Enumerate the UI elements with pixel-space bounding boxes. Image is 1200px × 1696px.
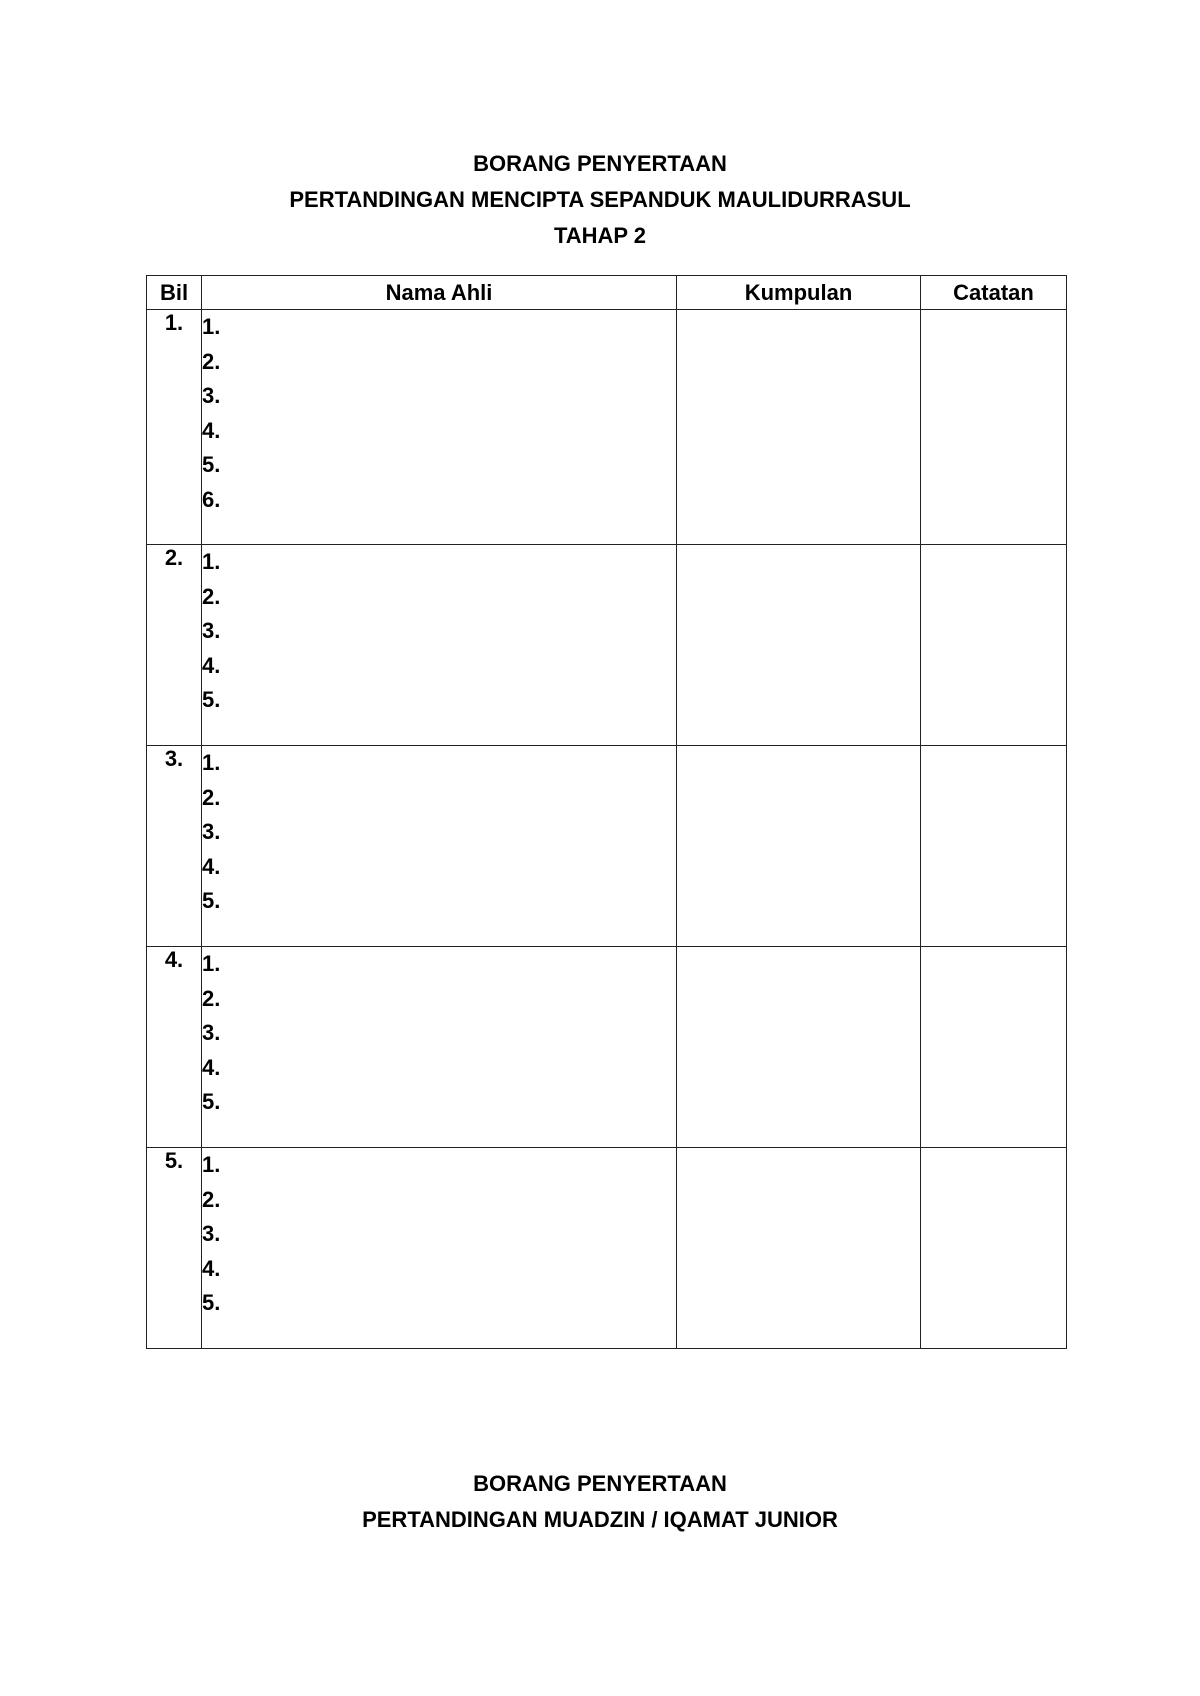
catatan-cell[interactable]: [921, 746, 1067, 947]
member-entry-line: 1.: [202, 1152, 221, 1177]
table-row: [147, 1148, 1067, 1349]
catatan-cell[interactable]: [921, 310, 1067, 545]
member-entry-line: 5.: [202, 888, 221, 913]
member-names-cell[interactable]: [202, 545, 677, 746]
member-entry-line: 5.: [202, 1290, 221, 1315]
table-row: [147, 545, 1067, 746]
member-entry-line: 3.: [202, 383, 221, 408]
member-names-cell[interactable]: [202, 1148, 677, 1349]
second-competition-name: PERTANDINGAN MUADZIN / IQAMAT JUNIOR: [362, 1507, 838, 1532]
member-entry-line: 4.: [202, 652, 221, 678]
table-row: [147, 947, 1067, 1148]
form-heading: [0, 146, 1200, 254]
form-title: BORANG PENYERTAAN: [473, 151, 727, 176]
member-entry-line: 4.: [202, 853, 221, 879]
stage-label: TAHAP 2: [553, 223, 647, 248]
member-entry-line: 2.: [202, 985, 221, 1011]
catatan-cell[interactable]: [921, 947, 1067, 1148]
member-entry-line: 1.: [202, 951, 221, 976]
kumpulan-cell[interactable]: [677, 947, 921, 1148]
member-entry-line: 3.: [202, 1221, 221, 1246]
member-entry-line: 3.: [202, 1020, 221, 1045]
member-entry-line: 3.: [202, 618, 221, 643]
member-names-cell[interactable]: [202, 310, 677, 545]
member-entry-line: 1.: [202, 549, 221, 574]
member-entry-line: 5.: [202, 452, 221, 477]
competition-name: PERTANDINGAN MENCIPTA SEPANDUK MAULIDURRASUL: [289, 187, 911, 212]
table-header-row: [147, 276, 1067, 310]
kumpulan-cell[interactable]: [677, 310, 921, 545]
member-names-cell[interactable]: [202, 746, 677, 947]
member-entry-line: 4.: [202, 1054, 221, 1080]
table-row: [147, 746, 1067, 947]
catatan-cell[interactable]: [921, 545, 1067, 746]
second-form-heading: [0, 1466, 1200, 1538]
row-number-cell: 5.: [147, 1148, 202, 1349]
member-entry-line: 2.: [202, 1186, 221, 1212]
row-number-cell: 1.: [147, 310, 202, 545]
second-form-title: BORANG PENYERTAAN: [473, 1471, 727, 1496]
table-row: [147, 310, 1067, 545]
kumpulan-cell[interactable]: [677, 1148, 921, 1349]
member-entry-line: 6.: [202, 486, 221, 512]
member-names-cell[interactable]: [202, 947, 677, 1148]
member-entry-line: 4.: [202, 1255, 221, 1281]
column-header-catatan: Catatan: [921, 276, 1067, 310]
kumpulan-cell[interactable]: [677, 746, 921, 947]
row-number-cell: 2.: [147, 545, 202, 746]
row-number-cell: 3.: [147, 746, 202, 947]
column-header-nama-ahli: Nama Ahli: [202, 276, 677, 310]
column-header-bil: Bil: [147, 276, 202, 310]
member-entry-line: 2.: [202, 583, 221, 609]
kumpulan-cell[interactable]: [677, 545, 921, 746]
catatan-cell[interactable]: [921, 1148, 1067, 1349]
member-entry-line: 2.: [202, 784, 221, 810]
table-body: [147, 310, 1067, 1349]
row-number-cell: 4.: [147, 947, 202, 1148]
member-entry-line: 1.: [202, 314, 221, 339]
entry-table: [146, 275, 1067, 1349]
column-header-kumpulan: Kumpulan: [677, 276, 921, 310]
member-entry-line: 1.: [202, 750, 221, 775]
member-entry-line: 5.: [202, 687, 221, 712]
member-entry-line: 4.: [202, 417, 221, 443]
member-entry-line: 5.: [202, 1089, 221, 1114]
member-entry-line: 3.: [202, 819, 221, 844]
member-entry-line: 2.: [202, 348, 221, 374]
